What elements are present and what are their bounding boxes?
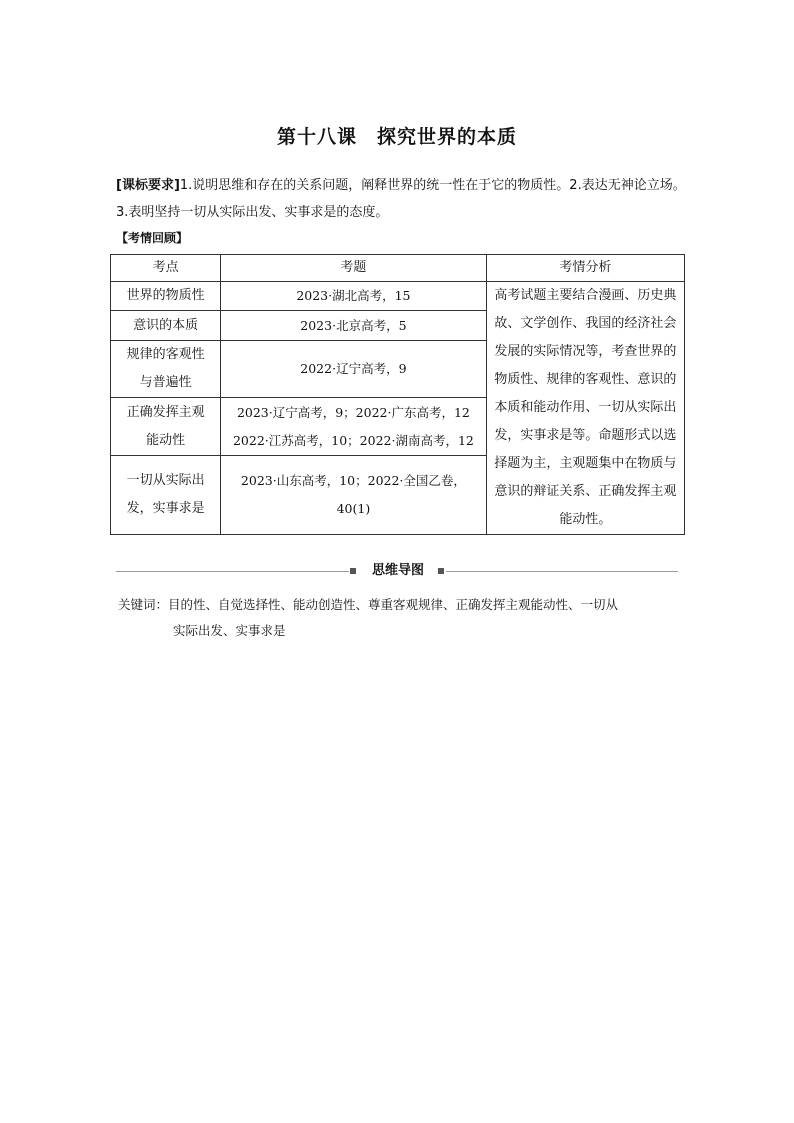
exam-point-line: 意识的本质 — [133, 317, 199, 333]
exam-question-cell — [221, 456, 486, 535]
exam-question-line: 2023·湖北高考，15 — [296, 288, 411, 304]
exam-point-cell — [111, 282, 221, 311]
divider-line-left — [116, 571, 349, 572]
requirements-tag: [课标要求] — [116, 178, 180, 193]
header-analysis: 考情分析 — [486, 255, 684, 282]
exam-question-cell — [221, 311, 486, 340]
table-header-row — [111, 255, 685, 282]
exam-point-cell — [111, 398, 221, 456]
exam-point-line: 发，实事求是 — [126, 501, 205, 517]
exam-point-cell — [111, 456, 221, 535]
header-questions: 考题 — [221, 255, 486, 282]
page-title: 第十八课 探究世界的本质 — [276, 126, 517, 148]
exam-question-cell — [221, 398, 486, 456]
exam-question-line: 2022·辽宁高考，9 — [300, 361, 407, 377]
exam-question-line: 2023·北京高考，5 — [300, 317, 407, 333]
mindmap-divider — [116, 561, 678, 581]
exam-point-line: 能动性 — [146, 432, 186, 448]
table-row — [111, 282, 685, 311]
exam-point-line: 与普遍性 — [139, 375, 192, 391]
exam-question-line: 2023·辽宁高考，9；2022·广东高考，12 — [236, 404, 470, 420]
exam-point-cell — [111, 340, 221, 398]
exam-question-cell — [221, 282, 486, 311]
exam-point-cell — [111, 311, 221, 340]
divider-square-right — [438, 568, 444, 574]
divider-line-right — [446, 571, 678, 572]
exam-question-line: 2023·山东高考，10；2022·全国乙卷，40(1) — [240, 473, 466, 517]
exam-point-line: 规律的客观性 — [126, 347, 205, 363]
keywords-line-2: 实际出发、实事求是 — [173, 623, 286, 638]
exam-question-line: 2022·江苏高考，10；2022·湖南高考，12 — [232, 432, 474, 448]
exam-review-heading: 【考情回顾】 — [116, 231, 189, 245]
exam-question-cell — [221, 340, 486, 398]
exam-review-table — [110, 254, 685, 535]
curriculum-requirements — [116, 172, 686, 226]
divider-square-left — [350, 568, 356, 574]
exam-point-line: 一切从实际出 — [126, 473, 205, 489]
header-point: 考点 — [111, 255, 221, 282]
exam-point-line: 正确发挥主观 — [126, 404, 205, 420]
exam-analysis-cell: 高考试题主要结合漫画、历史典故、文学创作、我国的经济社会发展的实际情况等，考查世界的物质性、规律的客观性、意识的本质和能动作用、一切从实际出发，实事求是等。命题形式以选择题为主，主观题集中在物质与意识的辩证关系、正确发挥主观能动性。 — [486, 282, 684, 535]
keywords-line-1: 关键词：目的性、自觉选择性、能动创造性、尊重客观规律、正确发挥主观能动性、一切从 — [118, 597, 619, 612]
exam-point-line: 世界的物质性 — [126, 288, 205, 304]
mindmap-heading: 思维导图 — [371, 563, 424, 578]
requirements-text: 1.说明思维和存在的关系问题，阐释世界的统一性在于它的物质性。2.表达无神论立场。3.表明坚持一切从实际出发、实事求是的态度。 — [116, 178, 686, 220]
keywords-block — [118, 592, 684, 644]
